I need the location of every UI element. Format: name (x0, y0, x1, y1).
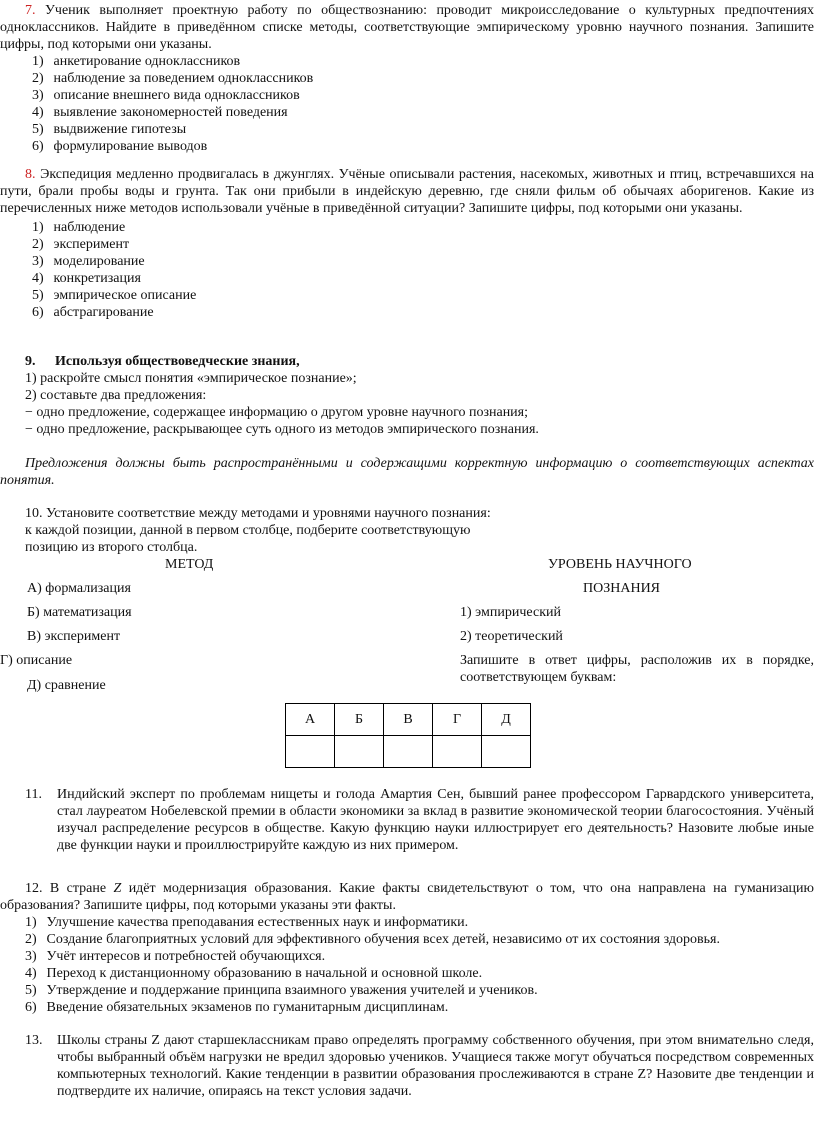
q10-method-b: Б) математизация (27, 605, 132, 620)
q10-line-1: 10. Установите соответствие между методами и уровнями научного познания: (25, 506, 491, 521)
q10-instruction: Запишите в ответ цифры, расположив их в порядке, соответствующем буквам: (460, 653, 814, 685)
answer-cell-v[interactable] (384, 736, 433, 768)
q8-option-2: 2) эксперимент (32, 237, 130, 252)
question-8-number: 8. (25, 167, 36, 182)
q10-level-header-1: УРОВЕНЬ НАУЧНОГО (548, 557, 692, 572)
question-8-text (0, 166, 814, 217)
q12-option-3: 3) Учёт интересов и потребностей обучающихся. (25, 949, 326, 964)
q8-option-3: 3) моделирование (32, 254, 145, 269)
q12-option-1: 1) Улучшение качества преподавания естественных наук и информатики. (25, 915, 469, 930)
q9-note: Предложения должны быть распространёнными и содержащими корректную информацию о соответствующих аспектах понятия. (0, 456, 814, 488)
q10-level-header-2: ПОЗНАНИЯ (583, 581, 661, 596)
answer-table-header-row (286, 704, 531, 736)
q10-level-1: 1) эмпирический (460, 605, 561, 620)
q7-option-5: 5) выдвижение гипотезы (32, 122, 187, 137)
question-7-number: 7. (25, 3, 36, 18)
answer-cell-a[interactable] (286, 736, 335, 768)
q10-method-g: Г) описание (0, 653, 73, 668)
q10-method-header: МЕТОД (165, 557, 214, 572)
question-13-number: 13. (25, 1033, 43, 1048)
question-7-body: Ученик выполняет проектную работу по обществознанию: проводит микроисследование о культурных предпочтениях одноклассников. Найдите в приведённом списке методы, соответствующие эмпирическому уровню научного познания. Запишите цифры, под которыми они указаны. (0, 3, 814, 52)
q10-line-3: позицию из второго столбца. (25, 540, 198, 555)
q7-option-6: 6) формулирование выводов (32, 139, 208, 154)
q8-option-5: 5) эмпирическое описание (32, 288, 197, 303)
answer-table-input-row (286, 736, 531, 768)
q10-level-2: 2) теоретический (460, 629, 563, 644)
q9-line-4: − одно предложение, раскрывающее суть одного из методов эмпирического познания. (25, 422, 539, 437)
q7-option-4: 4) выявление закономерностей поведения (32, 105, 288, 120)
question-13-text: Школы страны Z дают старшеклассникам право определять программу собственного обучения, при этом внимательно следя, чтобы выбранный объём нагрузки не вредил здоровью учеников. Учащиеся также могут обучаться посредством современных компьютерных технологий. Какие тенденции в развитии образования прослеживаются в стране Z? Назовите две тенденции и подтвердите их наличие, опираясь на текст условия задачи. (57, 1033, 814, 1099)
answer-header-a: А (286, 704, 335, 736)
q10-line-2: к каждой позиции, данной в первом столбце, подберите соответствующую (25, 523, 471, 538)
question-12-text: 12. В стране Z идёт модернизация образования. Какие факты свидетельствуют о том, что она направлена на гуманизацию образования? Запишите цифры, под которыми указаны эти факты. (0, 881, 814, 913)
q7-option-3: 3) описание внешнего вида одноклассников (32, 88, 300, 103)
question-11-number: 11. (25, 787, 42, 802)
answer-header-g: Г (433, 704, 482, 736)
answer-cell-d[interactable] (482, 736, 531, 768)
q8-option-4: 4) конкретизация (32, 271, 141, 286)
question-7-text (0, 2, 814, 53)
q12-option-2: 2) Создание благоприятных условий для эффективного обучения всех детей, независимо от их состояния здоровья. (25, 932, 720, 947)
q7-option-1: 1) анкетирование одноклассников (32, 54, 241, 69)
answer-cell-g[interactable] (433, 736, 482, 768)
q9-line-3: − одно предложение, содержащее информацию о другом уровне научного познания; (25, 405, 529, 420)
answer-cell-b[interactable] (335, 736, 384, 768)
q12-option-6: 6) Введение обязательных экзаменов по гуманитарным дисциплинам. (25, 1000, 449, 1015)
q10-method-a: А) формализация (27, 581, 131, 596)
q10-method-v: В) эксперимент (27, 629, 121, 644)
q8-option-1: 1) наблюдение (32, 220, 126, 235)
question-9-heading: 9. Используя обществоведческие знания, (25, 354, 300, 369)
q9-line-2: 2) составьте два предложения: (25, 388, 207, 403)
q7-option-2: 2) наблюдение за поведением одноклассников (32, 71, 314, 86)
question-11-text: Индийский эксперт по проблемам нищеты и голода Амартия Сен, бывший ранее профессором Гарвардского университета, стал лауреатом Нобелевской премии в области экономики за вклад в развитие экономической теории благосостояния. Учёный изучал распределение ресурсов в обществе. Какую функцию науки иллюстрирует его деятельность? Назовите любые иные две функции науки и проиллюстрируйте каждую из них примером. (57, 787, 814, 853)
answer-header-v: В (384, 704, 433, 736)
question-8-body: Экспедиция медленно продвигалась в джунглях. Учёные описывали растения, насекомых, животных и птиц, встречавшихся на пути, брали пробы воды и грунта. Так они прибыли в индейскую деревню, где сняли фильм об обычаях аборигенов. Какие из перечисленных ниже методов использовали учёные в приведённой ситуации? Запишите цифры, под которыми они указаны. (0, 167, 814, 216)
country-z: Z (113, 881, 122, 896)
answer-table (285, 703, 531, 768)
q12-option-5: 5) Утверждение и поддержание принципа взаимного уважения учителей и учеников. (25, 983, 538, 998)
q10-method-d: Д) сравнение (27, 678, 106, 693)
answer-header-b: Б (335, 704, 384, 736)
q8-option-6: 6) абстрагирование (32, 305, 154, 320)
q9-line-1: 1) раскройте смысл понятия «эмпирическое познание»; (25, 371, 357, 386)
answer-header-d: Д (482, 704, 531, 736)
q12-option-4: 4) Переход к дистанционному образованию в начальной и основной школе. (25, 966, 483, 981)
